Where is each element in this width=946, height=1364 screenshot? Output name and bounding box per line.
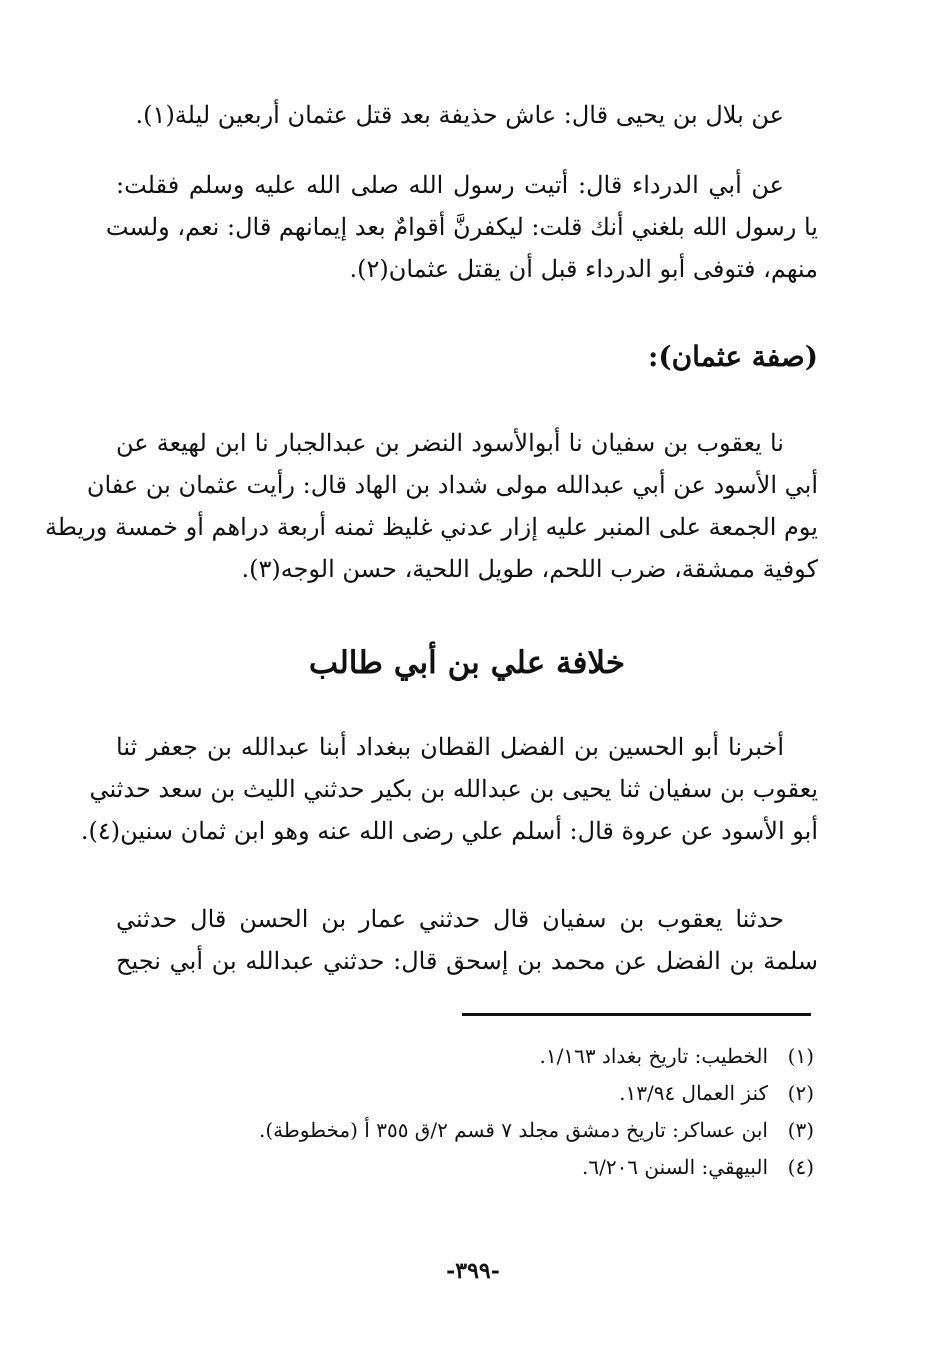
paragraph-uthman-description xyxy=(44,422,818,590)
text-line: يا رسول الله بلغني أنك قلت: ليكفرنَّ أقوامٌ بعد إيمانهم قال: نعم، ولست xyxy=(105,213,818,241)
footnote-number: (١) xyxy=(787,1044,814,1068)
footnote-separator xyxy=(462,1013,811,1016)
section-heading: (صفة عثمان): xyxy=(648,340,818,373)
footnote xyxy=(200,1112,814,1149)
text-line: أبو الأسود عن عروة قال: أسلم علي رضى الله عنه وهو ابن ثمان سنين(٤). xyxy=(80,817,818,845)
footnote xyxy=(200,1038,814,1075)
text-line: نا يعقوب بن سفيان نا أبوالأسود النضر بن عبدالجبار نا ابن لهيعة عن xyxy=(116,429,784,457)
paragraph-ali-islam xyxy=(80,726,818,852)
footnote xyxy=(200,1149,814,1186)
footnote-text: كنز العمال ١٣/٩٤. xyxy=(619,1081,768,1105)
text-line: أخبرنا أبو الحسين بن الفضل القطان ببغداد أبنا عبدالله بن جعفر ثنا xyxy=(116,733,784,761)
paragraph-bilal xyxy=(116,94,818,136)
text-line: يوم الجمعة على المنبر عليه إزار عدني غليظ ثمنه أربعة دراهم أو خمسة وريطة xyxy=(44,513,818,541)
footnotes xyxy=(200,1038,814,1186)
paragraph-abu-darda xyxy=(105,164,818,290)
footnote-number: (٤) xyxy=(787,1155,814,1179)
text-line: عن بلال بن يحيى قال: عاش حذيفة بعد قتل عثمان أربعين ليلة(١). xyxy=(135,101,784,129)
footnote-text: ابن عساكر: تاريخ دمشق مجلد ٧ قسم ٢/ق ٣٥٥ أ (مخطوطة). xyxy=(258,1118,768,1142)
text-line: أبي الأسود عن أبي عبدالله مولى شداد بن الهاد قال: رأيت عثمان بن عفان xyxy=(86,471,818,499)
page-number: -٣٩٩- xyxy=(446,1258,500,1284)
paragraph-yaqub xyxy=(116,898,818,982)
footnote-text: البيهقي: السنن ٦/٢٠٦. xyxy=(581,1155,768,1179)
text-line: سلمة بن الفضل عن محمد بن إسحق قال: حدثني عبدالله بن أبي نجيح xyxy=(116,947,818,975)
text-line: منهم، فتوفى أبو الدرداء قبل أن يقتل عثمان(٢). xyxy=(349,255,818,283)
footnote xyxy=(200,1075,814,1112)
footnote-text: الخطيب: تاريخ بغداد ١/١٦٣. xyxy=(539,1044,768,1068)
text-line: يعقوب بن سفيان ثنا يحيى بن عبدالله بن بكير حدثني الليث بن سعد حدثني xyxy=(89,775,818,803)
text-line: حدثنا يعقوب بن سفيان قال حدثني عمار بن الحسن قال حدثني xyxy=(116,905,784,933)
chapter-title: خلافة علي بن أبي طالب xyxy=(308,645,626,681)
text-line: كوفية ممشقة، ضرب اللحم، طويل اللحية، حسن الوجه(٣). xyxy=(241,555,818,583)
footnote-number: (٢) xyxy=(787,1081,814,1105)
text-line: عن أبي الدرداء قال: أتيت رسول الله صلى الله عليه وسلم فقلت: xyxy=(116,171,784,199)
footnote-number: (٣) xyxy=(787,1118,814,1142)
